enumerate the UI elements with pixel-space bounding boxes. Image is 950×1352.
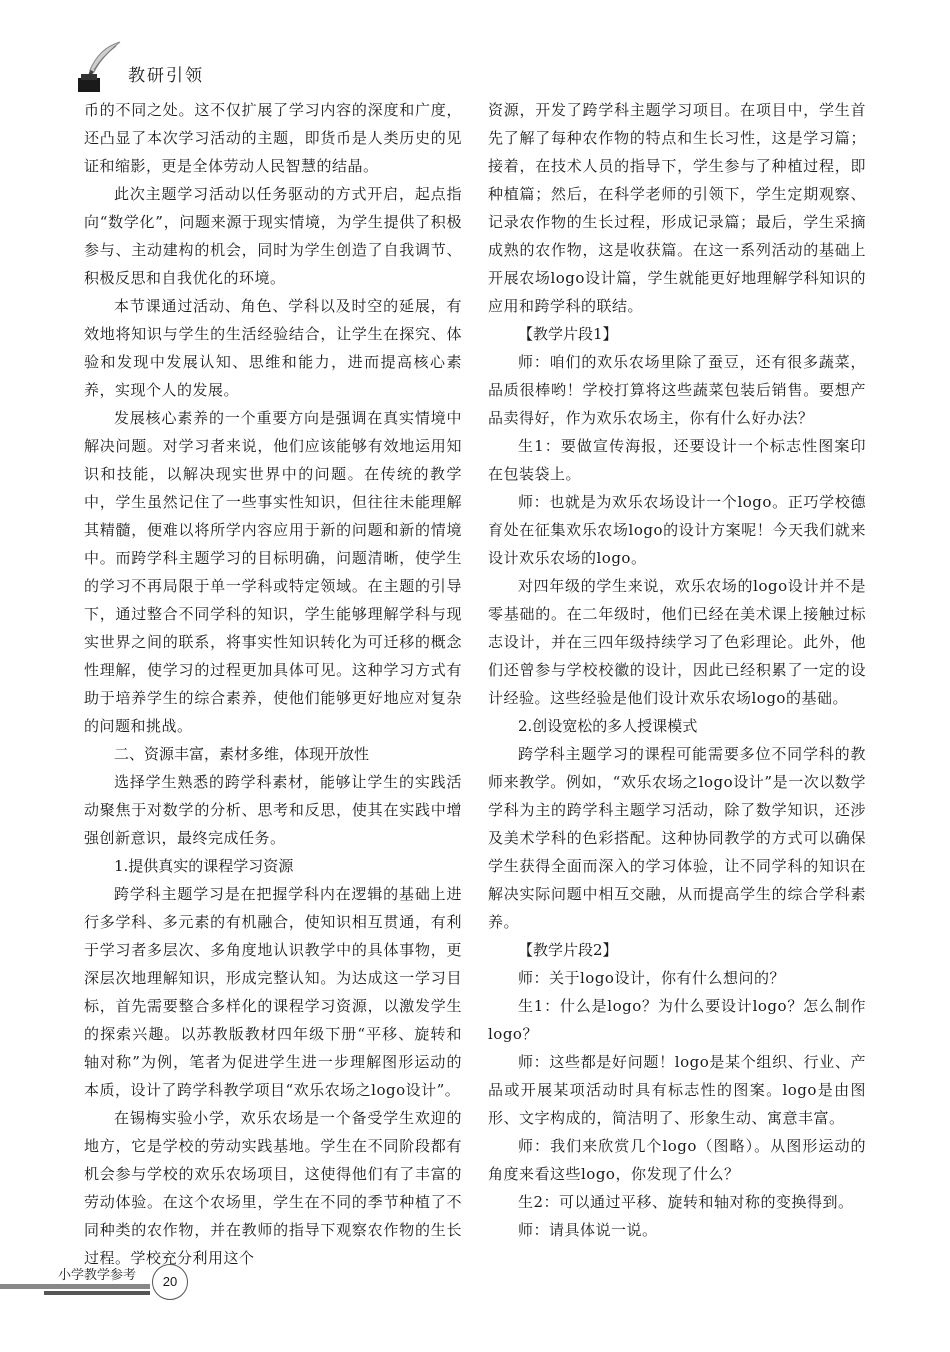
paragraph: 此次主题学习活动以任务驱动的方式开启，起点指向“数学化”，问题来源于现实情境，为学生提供了积极参与、主动建构的机会，同时为学生创造了自我调节、积极反思和自我优化的环境。 (84, 185, 462, 287)
paragraph: 师：咱们的欢乐农场里除了蚕豆，还有很多蔬菜，品质很棒哟！学校打算将这些蔬菜包装后销售。要想产品卖得好，作为欢乐农场主，你有什么好办法？ (488, 353, 866, 427)
paragraph: 在锡梅实验小学，欢乐农场是一个备受学生欢迎的地方，它是学校的劳动实践基地。学生在不同阶段都有机会参与学校的欢乐农场项目，这使得他们有了丰富的劳动体验。在这个农场里，学生在不同的季节种植了不同种类的农作物，并在教师的指导下观察农作物的生长过程。学校充分利用这个 (84, 1109, 462, 1267)
paragraph: 资源，开发了跨学科主题学习项目。在项目中，学生首先了解了每种农作物的特点和生长习性，这是学习篇；接着，在技术人员的指导下，学生参与了种植过程，即种植篇；然后，在科学老师的引领下，学生定期观察、记录农作物的生长过程，形成记录篇；最后，学生采摘成熟的农作物，这是收获篇。在这一系列活动的基础上开展农场logo设计篇，学生就能更好地理解学科知识的应用和跨学科的联结。 (488, 101, 866, 315)
footer-rule (0, 1284, 150, 1289)
paragraph: 师：我们来欣赏几个logo（图略）。从图形运动的角度来看这些logo，你发现了什么？ (488, 1137, 866, 1183)
right-column (488, 96, 866, 1244)
column-title: 教研引领 (128, 66, 204, 86)
section-heading: 【教学片段1】 (518, 325, 618, 343)
paragraph: 对四年级的学生来说，欢乐农场的logo设计并不是零基础的。在二年级时，他们已经在美术课上接触过标志设计，并在三四年级持续学习了色彩理论。此外，他们还曾参与学校校徽的设计，因此已经积累了一定的设计经验。这些经验是他们设计欢乐农场logo的基础。 (488, 577, 866, 707)
paragraph: 发展核心素养的一个重要方向是强调在真实情境中解决问题。对学习者来说，他们应该能够有效地运用知识和技能，以解决现实世界中的问题。在传统的教学中，学生虽然记住了一些事实性知识，但往往未能理解其精髓，便难以将所学内容应用于新的问题和新的情境中。而跨学科主题学习的目标明确，问题清晰，使学生的学习不再局限于单一学科或特定领域。在主题的引导下，通过整合不同学科的知识，学生能够理解学科与现实世界之间的联系，将事实性知识转化为可迁移的概念性理解，使学习的过程更加具体可见。这种学习方式有助于培养学生的综合素养，使他们能够更好地应对复杂的问题和挑战。 (84, 409, 462, 735)
paragraph: 师：关于logo设计，你有什么想问的？ (518, 969, 785, 987)
page-footer (0, 1262, 200, 1322)
left-column (84, 96, 462, 1272)
section-heading: 1.提供真实的课程学习资源 (114, 857, 294, 875)
section-heading: 二、资源丰富，素材多维，体现开放性 (114, 745, 370, 763)
journal-name: 小学教学参考 (58, 1268, 137, 1283)
paragraph: 币的不同之处。这不仅扩展了学习内容的深度和广度，还凸显了本次学习活动的主题，即货币是人类历史的见证和缩影，更是全体劳动人民智慧的结晶。 (84, 101, 462, 175)
page-header (62, 38, 302, 94)
paragraph: 师：也就是为欢乐农场设计一个logo。正巧学校德育处在征集欢乐农场logo的设计方案呢！今天我们就来设计欢乐农场的logo。 (488, 493, 866, 567)
paragraph: 选择学生熟悉的跨学科素材，能够让学生的实践活动聚焦于对数学的分析、思考和反思，使其在实践中增强创新意识，最终完成任务。 (84, 773, 462, 847)
paragraph: 本节课通过活动、角色、学科以及时空的延展，有效地将知识与学生的生活经验结合，让学生在探究、体验和发现中发展认知、思维和能力，进而提高核心素养，实现个人的发展。 (84, 297, 462, 399)
quill-pen-icon (72, 38, 128, 94)
paragraph: 跨学科主题学习的课程可能需要多位不同学科的教师来教学。例如，“欢乐农场之logo设计”是一次以数学学科为主的跨学科主题学习活动，除了数学知识，还涉及美术学科的色彩搭配。这种协同教学的方式可以确保学生获得全面而深入的学习体验，让不同学科的知识在解决实际问题中相互交融，从而提高学生的综合学科素养。 (488, 745, 866, 931)
paragraph: 生1：要做宣传海报，还要设计一个标志性图案印在包装袋上。 (488, 437, 866, 483)
section-heading: 【教学片段2】 (518, 941, 618, 959)
paragraph: 生1：什么是logo？为什么要设计logo？怎么制作logo？ (488, 997, 866, 1043)
footer-rule-dark (44, 1291, 150, 1295)
paragraph: 跨学科主题学习是在把握学科内在逻辑的基础上进行多学科、多元素的有机融合，使知识相互贯通，有利于学习者多层次、多角度地认识教学中的具体事物，更深层次地理解知识，形成完整认知。为达成这一学习目标，首先需要整合多样化的课程学习资源，以激发学生的探索兴趣。以苏教版教材四年级下册“平移、旋转和轴对称”为例，笔者为促进学生进一步理解图形运动的本质，设计了跨学科教学项目“欢乐农场之logo设计”。 (84, 885, 462, 1099)
section-heading: 2.创设宽松的多人授课模式 (518, 717, 698, 735)
paragraph: 师：请具体说一说。 (518, 1221, 658, 1239)
page-number: 20 (152, 1264, 188, 1300)
paragraph: 师：这些都是好问题！logo是某个组织、行业、产品或开展某项活动时具有标志性的图案。logo是由图形、文字构成的，简洁明了、形象生动、寓意丰富。 (488, 1053, 866, 1127)
paragraph: 生2：可以通过平移、旋转和轴对称的变换得到。 (518, 1193, 854, 1211)
